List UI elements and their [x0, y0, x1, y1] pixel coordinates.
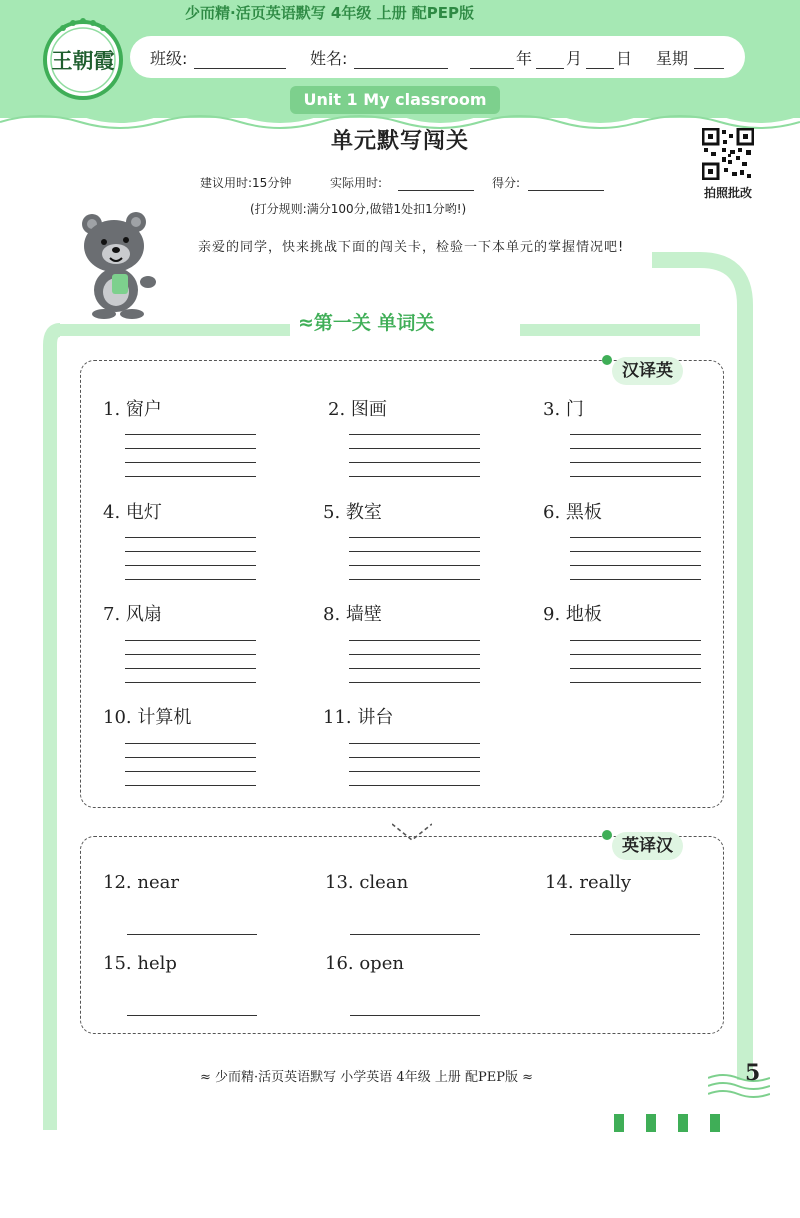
class-label: 班级: — [150, 49, 188, 68]
guide-line — [349, 462, 480, 463]
scoring-rule: (打分规则:满分100分,做错1处扣1分哟!) — [250, 202, 467, 216]
page-number: 5 — [745, 1060, 761, 1086]
question-9: 9. 地板 — [543, 604, 602, 625]
answer-guide-9[interactable] — [570, 640, 701, 684]
guide-line — [125, 551, 256, 552]
day-label: 日 — [616, 49, 633, 68]
actual-time-field[interactable] — [398, 170, 474, 191]
guide-line — [125, 668, 256, 669]
guide-line — [570, 682, 701, 683]
question-10: 10. 计算机 — [103, 707, 192, 728]
answer-line-12[interactable] — [127, 934, 257, 935]
guide-line — [349, 668, 480, 669]
answer-guide-2[interactable] — [349, 434, 480, 478]
answer-guide-4[interactable] — [125, 537, 256, 581]
name-label: 姓名: — [310, 49, 348, 68]
guide-line — [125, 771, 256, 772]
question-5: 5. 教室 — [323, 502, 382, 523]
guide-line — [570, 476, 701, 477]
chinese-to-english-tag: 汉译英 — [612, 357, 683, 385]
guide-line — [125, 743, 256, 744]
page-title: 单元默写闯关 — [330, 129, 469, 154]
english-to-chinese-tag: 英译汉 — [612, 832, 683, 860]
answer-line-14[interactable] — [570, 934, 700, 935]
question-13: 13. clean — [325, 872, 409, 893]
guide-line — [349, 434, 480, 435]
class-field[interactable] — [194, 48, 286, 69]
guide-line — [570, 551, 701, 552]
brand-logo — [38, 14, 128, 100]
guide-line — [570, 537, 701, 538]
guide-line — [349, 785, 480, 786]
day-field[interactable] — [586, 48, 614, 69]
guide-line — [125, 476, 256, 477]
answer-line-16[interactable] — [350, 1015, 480, 1016]
bear-mascot — [74, 210, 164, 320]
guide-line — [125, 579, 256, 580]
english-to-chinese-box — [80, 836, 724, 1034]
guide-line — [570, 654, 701, 655]
guide-line — [349, 476, 480, 477]
guide-line — [570, 640, 701, 641]
answer-guide-5[interactable] — [349, 537, 480, 581]
guide-line — [125, 682, 256, 683]
guide-line — [349, 682, 480, 683]
guide-line — [570, 565, 701, 566]
qr-code-icon[interactable] — [702, 128, 754, 180]
guide-line — [349, 654, 480, 655]
answer-line-15[interactable] — [127, 1015, 257, 1016]
guide-line — [349, 757, 480, 758]
logo-text: 王朝霞 — [51, 48, 115, 73]
tag-dot-decoration — [602, 355, 612, 365]
question-12: 12. near — [103, 872, 179, 893]
question-8: 8. 墙壁 — [323, 604, 382, 625]
answer-guide-3[interactable] — [570, 434, 701, 478]
question-15: 15. help — [103, 953, 177, 974]
year-label: 年 — [516, 49, 533, 68]
guide-line — [349, 537, 480, 538]
guide-line — [349, 771, 480, 772]
question-11: 11. 讲台 — [323, 707, 394, 728]
answer-guide-7[interactable] — [125, 640, 256, 684]
guide-line — [349, 743, 480, 744]
answer-line-13[interactable] — [350, 934, 480, 935]
guide-line — [125, 565, 256, 566]
qr-label: 拍照批改 — [703, 186, 752, 200]
green-bar — [646, 1114, 656, 1132]
year-field[interactable] — [470, 48, 514, 69]
guide-line — [125, 654, 256, 655]
answer-guide-8[interactable] — [349, 640, 480, 684]
guide-line — [570, 462, 701, 463]
question-1: 1. 窗户 — [103, 399, 162, 420]
chinese-to-english-box — [80, 360, 724, 808]
green-bar — [678, 1114, 688, 1132]
suggested-time: 建议用时:15分钟 — [200, 176, 292, 190]
unit-label: Unit 1 My classroom — [290, 86, 500, 114]
question-14: 14. really — [545, 872, 632, 893]
weekday-label: 星期 — [656, 49, 689, 68]
score-label: 得分: — [492, 176, 521, 190]
guide-line — [125, 785, 256, 786]
guide-line — [349, 551, 480, 552]
question-2: 2. 图画 — [328, 399, 387, 420]
question-4: 4. 电灯 — [103, 502, 162, 523]
answer-guide-1[interactable] — [125, 434, 256, 478]
guide-line — [570, 668, 701, 669]
guide-line — [125, 434, 256, 435]
question-16: 16. open — [325, 953, 404, 974]
question-6: 6. 黑板 — [543, 502, 602, 523]
question-7: 7. 风扇 — [103, 604, 162, 625]
guide-line — [125, 448, 256, 449]
score-field[interactable] — [528, 170, 604, 191]
answer-guide-10[interactable] — [125, 743, 256, 787]
guide-line — [570, 434, 701, 435]
guide-line — [570, 579, 701, 580]
guide-line — [349, 448, 480, 449]
footer-text: ≈ 少而精·活页英语默写 小学英语 4年级 上册 配PEP版 ≈ — [200, 1070, 533, 1085]
footer-wave-decoration — [708, 1070, 770, 1100]
guide-line — [125, 462, 256, 463]
answer-guide-11[interactable] — [349, 743, 480, 787]
answer-guide-6[interactable] — [570, 537, 701, 581]
guide-line — [349, 640, 480, 641]
tag-dot-decoration — [602, 830, 612, 840]
month-field[interactable] — [536, 48, 564, 69]
guide-line — [125, 640, 256, 641]
green-bar — [710, 1114, 720, 1132]
month-label: 月 — [566, 49, 583, 68]
actual-time-label: 实际用时: — [330, 176, 383, 190]
box-connector — [392, 822, 432, 844]
weekday-field[interactable] — [694, 48, 724, 69]
guide-line — [349, 579, 480, 580]
guide-line — [125, 537, 256, 538]
question-3: 3. 门 — [543, 399, 584, 420]
name-field[interactable] — [354, 48, 448, 69]
series-title: 少而精·活页英语默写 4年级 上册 配PEP版 — [185, 4, 475, 22]
section-title: ≈第一关 单词关 — [298, 312, 435, 334]
intro-text: 亲爱的同学，快来挑战下面的闯关卡，检验一下本单元的掌握情况吧! — [198, 240, 625, 255]
guide-line — [125, 757, 256, 758]
guide-line — [570, 448, 701, 449]
green-bar — [614, 1114, 624, 1132]
guide-line — [349, 565, 480, 566]
